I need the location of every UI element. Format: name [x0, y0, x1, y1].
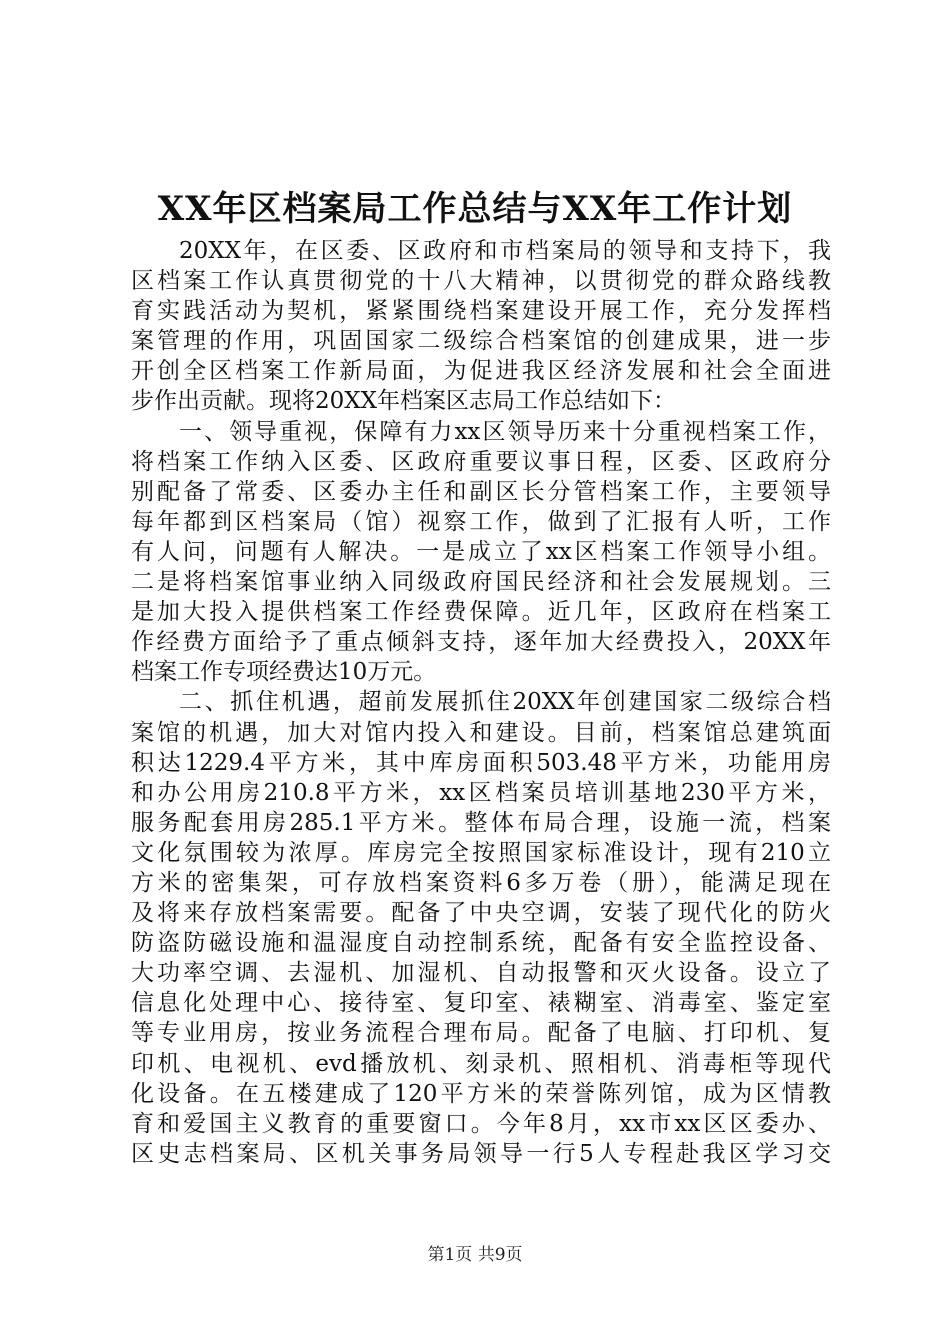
text-line: 一、领导重视，保障有力xx区领导历来十分重视档案工作，: [179, 418, 831, 445]
text-line: 开创全区档案工作新局面，为促进我区经济发展和社会全面进: [131, 358, 831, 385]
text-line: 大功率空调、去湿机、加湿机、自动报警和灭火设备。设立了: [131, 960, 831, 987]
text-line: 是加大投入提供档案工作经费保障。近几年，区政府在档案工: [131, 599, 831, 626]
text-line: 信息化处理中心、接待室、复印室、裱糊室、消毒室、鉴定室: [131, 990, 831, 1017]
text-line: 步作出贡献。现将20XX年档案区志局工作总结如下：: [131, 388, 677, 415]
text-line: 案管理的作用，巩固国家二级综合档案馆的创建成果，进一步: [131, 328, 831, 355]
text-line: 每年都到区档案局（馆）视察工作，做到了汇报有人听，工作: [131, 508, 831, 535]
text-line: 文化氛围较为浓厚。库房完全按照国家标准设计，现有210立: [131, 839, 831, 866]
text-line: 档案工作专项经费达10万元。: [131, 659, 437, 686]
text-line: 育实践活动为契机，紧紧围绕档案建设开展工作，充分发挥档: [131, 298, 831, 325]
text-line: 化设备。在五楼建成了120平方米的荣誉陈列馆，成为区情教: [131, 1080, 831, 1107]
document-title: XX年区档案局工作总结与XX年工作计划: [157, 189, 793, 229]
page-footer: 第1页 共9页: [427, 1245, 523, 1265]
text-line: 防盗防磁设施和温湿度自动控制系统，配备有安全监控设备、: [131, 930, 831, 957]
text-line: 积达1229.4平方米，其中库房面积503.48平方米，功能用房: [131, 749, 831, 776]
text-line: 二是将档案馆事业纳入同级政府国民经济和社会发展规划。三: [131, 569, 831, 596]
text-line: 作经费方面给予了重点倾斜支持，逐年加大经费投入，20XX年: [131, 629, 831, 656]
text-line: 有人问，问题有人解决。一是成立了xx区档案工作领导小组。: [131, 538, 831, 565]
text-line: 等专业用房，按业务流程合理布局。配备了电脑、打印机、复: [131, 1020, 831, 1047]
text-line: 服务配套用房285.1平方米。整体布局合理，设施一流，档案: [131, 809, 831, 836]
text-line: 区史志档案局、区机关事务局领导一行5人专程赴我区学习交: [131, 1140, 831, 1167]
text-line: 印机、电视机、evd播放机、刻录机、照相机、消毒柜等现代: [131, 1050, 831, 1077]
text-line: 及将来存放档案需要。配备了中央空调，安装了现代化的防火: [131, 900, 831, 927]
text-line: 和办公用房210.8平方米，xx区档案员培训基地230平方米，: [131, 779, 831, 806]
text-line: 将档案工作纳入区委、区政府重要议事日程，区委、区政府分: [131, 448, 831, 475]
text-line: 二、抓住机遇，超前发展抓住20XX年创建国家二级综合档: [179, 689, 831, 716]
text-line: 育和爱国主义教育的重要窗口。今年8月，xx市xx区区委办、: [131, 1110, 831, 1137]
text-line: 区档案工作认真贯彻党的十八大精神，以贯彻党的群众路线教: [131, 268, 831, 295]
text-line: 别配备了常委、区委办主任和副区长分管档案工作，主要领导: [131, 478, 831, 505]
text-line: 20XX年，在区委、区政府和市档案局的领导和支持下，我: [179, 238, 831, 264]
text-line: 方米的密集架，可存放档案资料6多万卷（册），能满足现在: [131, 869, 831, 896]
document-body: [131, 236, 831, 1169]
text-line: 案馆的机遇，加大对馆内投入和建设。目前，档案馆总建筑面: [131, 719, 831, 746]
